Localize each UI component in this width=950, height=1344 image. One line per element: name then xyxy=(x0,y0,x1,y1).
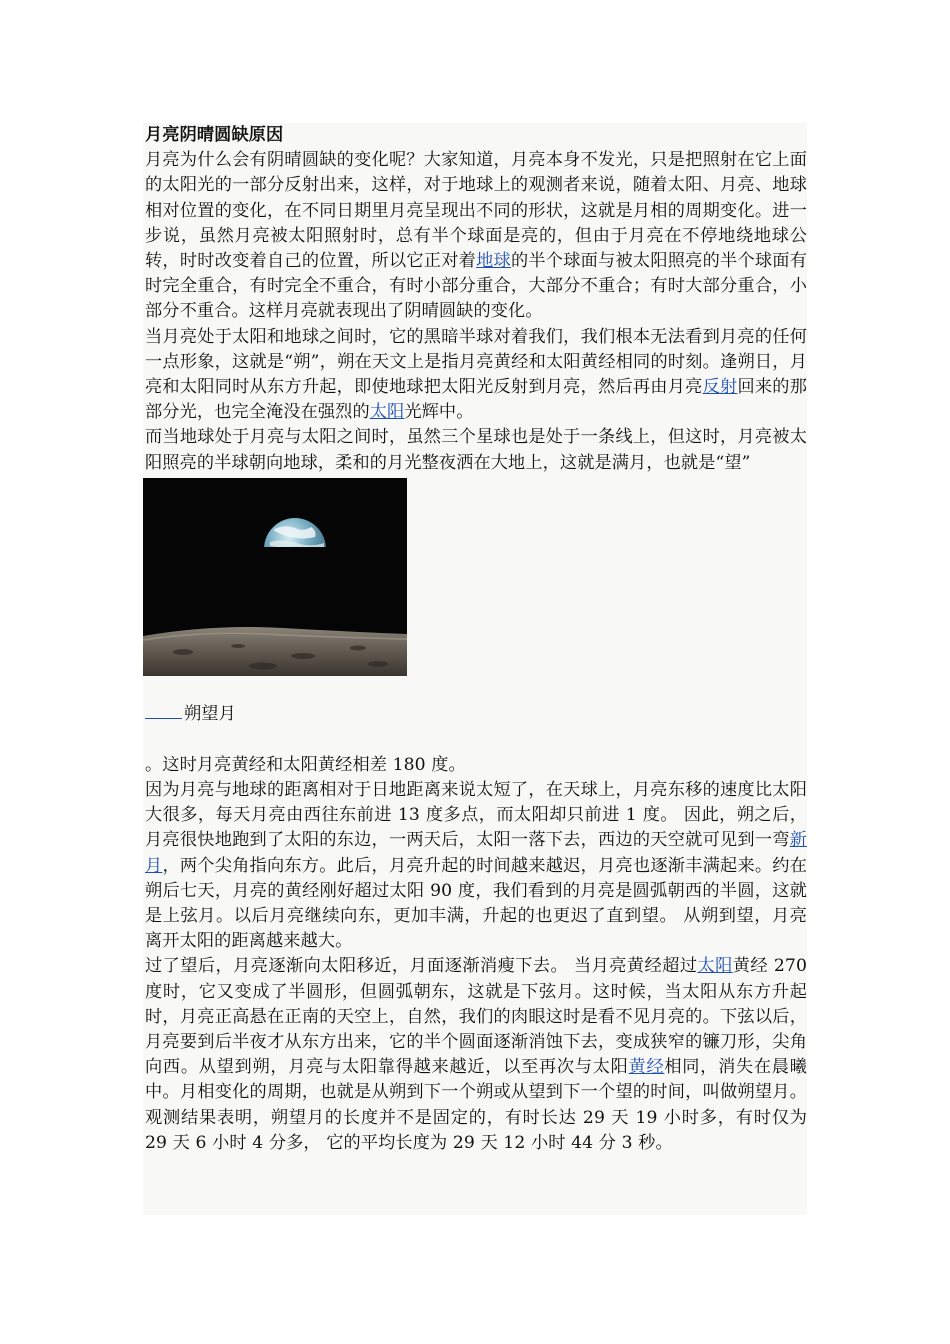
spacer xyxy=(145,728,807,753)
paragraph-4: 。这时月亮黄经和太阳黄经相差 180 度。 xyxy=(145,754,466,775)
paragraph-1-text-b: 的半个球面与被太阳照亮的半个球面有时完全重合，有时完全不重合，有时小部分重合，大部分不重合；有时大部分重合，小部分不重合。这样月亮就表现出了阴晴圆缺的变化。 xyxy=(145,251,808,322)
paragraph-6-text-c: 相同，消失在晨曦中。月相变化的周期，也就是从朔到下一个朔或从望到下一个望的时间，叫做朔望月。观测结果表明，朔望月的长度并不是固定的，有时长达 29 天 19 小时多，有时仅为 29 天 6 小时 4 分多， 它的平均长度为 29 天 12 小时 44 分 3 秒。 xyxy=(145,1057,808,1153)
caption-text: 朔望月 xyxy=(184,703,236,724)
link-earth[interactable]: 地球 xyxy=(476,251,511,272)
paragraph-6-text-b: 黄经 270 度时，它又变成了半圆形，但圆弧朝东，这就是下弦月。这时候，当太阳从东方升起时，月亮正高悬在正南的天空上，自然，我们的肉眼这时是看不见月亮的。下弦以后，月亮要到后半夜才从东方出来，它的半个圆面逐渐消蚀下去，变成狭窄的镰刀形，尖角向西。从望到朔，月亮与太阳靠得越来越近，以至再次与太阳 xyxy=(145,956,807,1078)
link-sun-2[interactable]: 太阳 xyxy=(697,956,733,977)
paragraph-2-text-a: 当月亮处于太阳和地球之间时，它的黑暗半球对着我们，我们根本无法看到月亮的任何一点形象，这就是“朔”，朔在天文上是指月亮黄经和太阳黄经相同的时刻。逢朔日，月亮和太阳同时从东方升起，即使地球把太阳光反射到月亮，然后再由月亮 xyxy=(145,326,807,398)
paragraph-3: 而当地球处于月亮与太阳之间时，虽然三个星球也是处于一条线上，但这时，月亮被太阳照亮的半球朝向地球，柔和的月光整夜洒在大地上，这就是满月，也就是“望” xyxy=(145,427,807,473)
paragraph-2 xyxy=(145,325,807,426)
caption-link[interactable] xyxy=(145,700,182,719)
article xyxy=(145,123,807,1156)
paragraph-5 xyxy=(145,778,807,954)
image-caption xyxy=(145,700,807,728)
earthrise-illustration xyxy=(143,478,407,676)
link-ecliptic-longitude[interactable]: 黄经 xyxy=(628,1057,665,1078)
paragraph-2-text-c: 光辉中。 xyxy=(404,402,474,423)
earthrise-photo xyxy=(143,478,407,676)
paragraph-1-text-a: 月亮为什么会有阴晴圆缺的变化呢？大家知道，月亮本身不发光，只是把照射在它上面的太阳光的一部分反射出来，这样，对于地球上的观测者来说，随着太阳、月亮、地球相对位置的变化，在不同日期里月亮呈现出不同的形状，这就是月相的周期变化。进一步说，虽然月亮被太阳照射时，总有半个球面是亮的，但由于月亮在不停地绕地球公转，时时改变着自己的位置，所以它正对着 xyxy=(145,150,807,272)
paragraph-6 xyxy=(145,954,807,1156)
link-reflection[interactable]: 反射 xyxy=(702,377,738,398)
paragraph-2-text-b: 回来的那部分光，也完全淹没在强烈的 xyxy=(145,377,808,423)
paragraph-1 xyxy=(145,148,807,324)
paragraph-5-text-a: 因为月亮与地球的距离相对于日地距离来说太短了，在天球上，月亮东移的速度比太阳大很多，每天月亮由西往东前进 13 度多点，而太阳却只前进 1 度。 因此，朔之后，月亮很快地跑到了太阳的东边，一两天后，太阳一落下去，西边的天空就可见到一弯 xyxy=(145,780,807,851)
paragraph-6-text-a: 过了望后，月亮逐渐向太阳移近，月面逐渐消瘦下去。 当月亮黄经超过 xyxy=(145,956,698,977)
article-title: 月亮阴晴圆缺原因 xyxy=(145,125,284,145)
paragraph-5-text-b: ，两个尖角指向东方。此后，月亮升起的时间越来越迟，月亮也逐渐丰满起来。约在朔后七天，月亮的黄经刚好超过太阳 90 度，我们看到的月亮是圆弧朝西的半圆，这就是上弦月。以后月亮继续向东，更加丰满，升起的也更迟了直到望。 从朔到望，月亮离开太阳的距离越来越大。 xyxy=(145,855,808,952)
link-sun[interactable]: 太阳 xyxy=(369,402,405,423)
link-new-moon[interactable]: 新月 xyxy=(145,830,807,876)
